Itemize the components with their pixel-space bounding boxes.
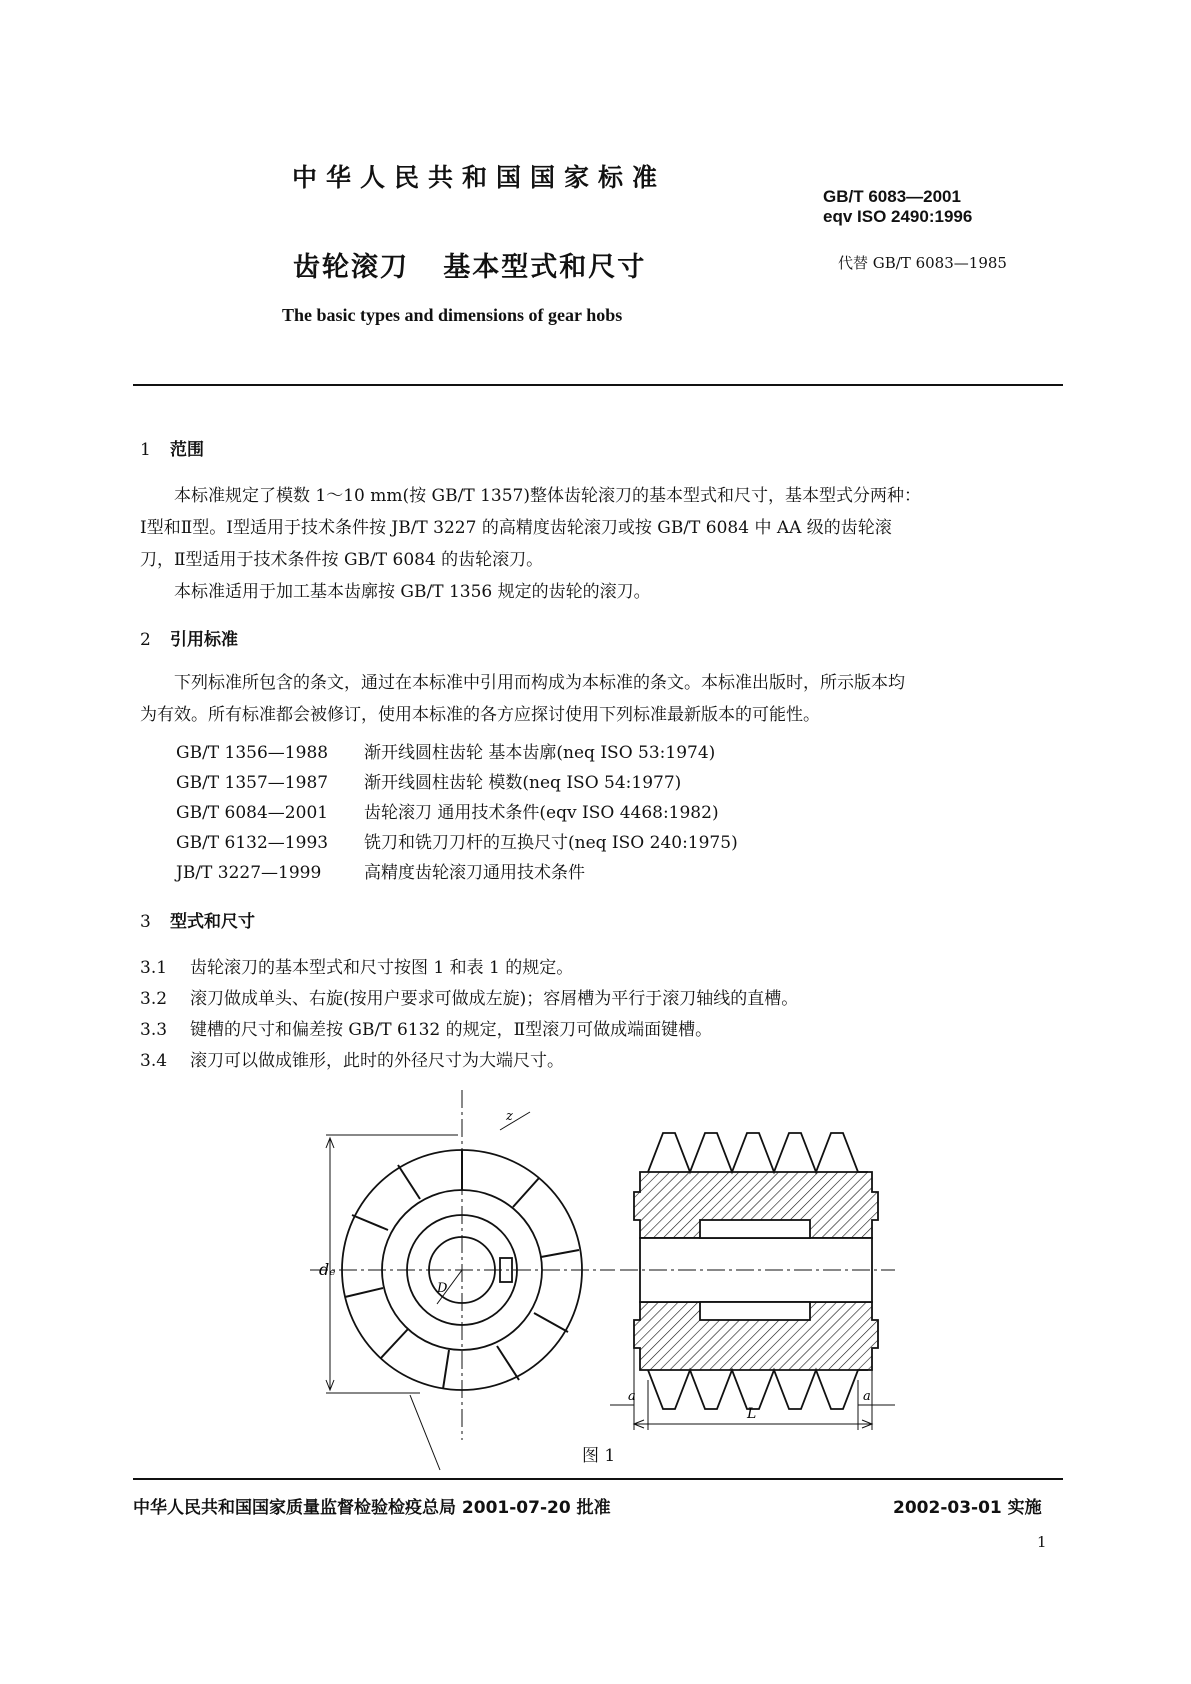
page-number: 1 (1037, 1533, 1047, 1551)
footer-divider (133, 1478, 1063, 1480)
clause-text: 滚刀可以做成锥形，此时的外径尺寸为大端尺寸。 (190, 1051, 564, 1071)
section-number: 3 (140, 912, 151, 932)
equivalent-standard: eqv ISO 2490:1996 (823, 207, 973, 226)
clause-number: 3.1 (140, 958, 168, 978)
reference-text: 铣刀和铣刀刀杆的互换尺寸(neq ISO 240:1975) (364, 833, 738, 853)
bore-relief-bottom (700, 1302, 810, 1320)
label-a-right: a (863, 1389, 871, 1404)
section-number: 1 (140, 440, 151, 460)
clause-number: 3.2 (140, 989, 168, 1009)
section-title: 引用标准 (170, 630, 238, 650)
clause-number: 3.4 (140, 1051, 168, 1071)
reference-id: GB/T 6084—2001 (176, 803, 329, 823)
top-thread-profile (648, 1133, 868, 1172)
section-title: 型式和尺寸 (170, 912, 255, 932)
reference-id: JB/T 3227—1999 (176, 863, 322, 883)
reference-text: 渐开线圆柱齿轮 基本齿廓(neq ISO 53:1974) (364, 743, 716, 763)
bore-relief-top (700, 1220, 810, 1238)
reference-id: GB/T 1357—1987 (176, 773, 329, 793)
standard-code: GB/T 6083—2001 (823, 187, 961, 206)
paragraph-line: 下列标准所包含的条文，通过在本标准中引用而构成为本标准的条文。本标准出版时，所示版本均 (174, 673, 905, 693)
label-D: D (437, 1281, 448, 1296)
paragraph-line: 刀，Ⅱ型适用于技术条件按 GB/T 6084 的齿轮滚刀。 (140, 550, 544, 570)
figure-caption: 图 1 (582, 1446, 616, 1466)
reference-text: 高精度齿轮滚刀通用技术条件 (364, 863, 585, 883)
clause-text: 键槽的尺寸和偏差按 GB/T 6132 的规定，Ⅱ型滚刀可做成端面键槽。 (190, 1020, 713, 1040)
paragraph-line: 本标准适用于加工基本齿廓按 GB/T 1356 规定的齿轮的滚刀。 (174, 582, 651, 602)
effective-date: 2002-03-01 实施 (893, 1498, 1042, 1518)
clause-text: 滚刀做成单头、右旋(按用户要求可做成左旋)；容屑槽为平行于滚刀轴线的直槽。 (190, 989, 799, 1009)
clause-text: 齿轮滚刀的基本型式和尺寸按图 1 和表 1 的规定。 (190, 958, 574, 978)
document-title: 齿轮滚刀 基本型式和尺寸 (293, 252, 647, 283)
paragraph-line: Ⅰ型和Ⅱ型。Ⅰ型适用于技术条件按 JB/T 3227 的高精度齿轮滚刀或按 GB/T 6084 中 AA 级的齿轮滚 (140, 518, 892, 538)
hob-side-view (610, 1133, 895, 1430)
section-title: 范围 (170, 440, 204, 460)
label-z: z (506, 1109, 513, 1124)
clause-number: 3.3 (140, 1020, 168, 1040)
section-number: 2 (140, 630, 151, 650)
replaces-standard: 代替 GB/T 6083—1985 (838, 254, 1007, 272)
english-title: The basic types and dimensions of gear hobs (282, 305, 623, 325)
label-a-left: a (628, 1389, 636, 1404)
label-de: dₑ (319, 1260, 336, 1279)
paragraph-line: 为有效。所有标准都会被修订，使用本标准的各方应探讨使用下列标准最新版本的可能性。 (140, 705, 820, 725)
reference-id: GB/T 1356—1988 (176, 743, 329, 763)
paragraph-line: 本标准规定了模数 1～10 mm(按 GB/T 1357)整体齿轮滚刀的基本型式和尺寸，基本型式分两种： (174, 486, 921, 506)
reference-text: 渐开线圆柱齿轮 模数(neq ISO 54:1977) (364, 773, 682, 793)
national-standard-heading: 中华人民共和国国家标准 (292, 163, 667, 192)
reference-id: GB/T 6132—1993 (176, 833, 329, 853)
reference-text: 齿轮滚刀 通用技术条件(eqv ISO 4468:1982) (364, 803, 719, 823)
approval-authority: 中华人民共和国国家质量监督检验检疫总局 2001-07-20 批准 (133, 1498, 611, 1518)
label-L: L (747, 1406, 757, 1422)
bottom-thread-profile (648, 1370, 868, 1409)
hob-end-view (310, 1090, 615, 1470)
